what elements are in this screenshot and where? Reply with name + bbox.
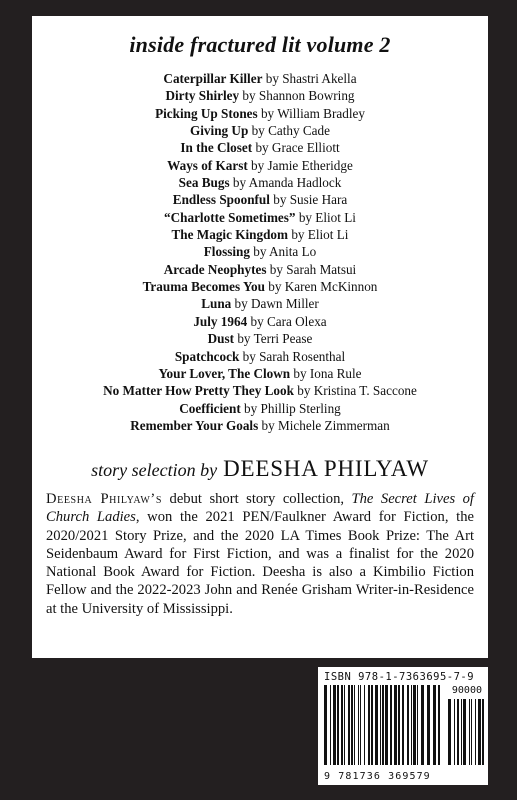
story-title: Sea Bugs [178,175,230,191]
story-selection-credit [32,456,488,482]
by-word: by [273,192,287,208]
story-title: Trauma Becomes You [142,279,265,295]
story-author: Susie Hara [289,192,348,208]
story-author: Kristina T. Saccone [313,383,417,399]
story-title: Arcade Neophytes [163,261,267,277]
story-title: Caterpillar Killer [163,71,263,86]
story-title: Luna [201,296,232,312]
barcode-digits: 9 781736 369579 [324,771,431,782]
barcode-bar [380,685,381,765]
by-word: by [253,244,267,260]
story-title: Picking Up Stones [155,105,258,121]
barcode-bar [457,699,459,765]
by-word: by [232,175,247,191]
story-author: Amanda Hadlock [248,175,342,191]
by-word: by [244,400,258,416]
toc-entry [32,122,488,139]
story-author: Sarah Rosenthal [259,348,346,364]
story-title: Spatchcock [174,348,240,364]
toc-entry [32,330,488,347]
story-author: Eliot Li [315,209,356,225]
bio-text-1: debut short story collection, [162,491,352,507]
story-title: Remember Your Goals [130,417,259,433]
selection-prefix: story selection by [91,460,218,480]
story-title: Giving Up [190,123,249,139]
barcode-bars [324,685,444,765]
story-author: Iona Rule [309,365,362,381]
barcode-bar [427,685,430,765]
barcode-bar [358,685,359,765]
by-word: by [297,383,311,399]
bio-name: Deesha Philyaw’s [46,491,163,507]
by-word: by [237,331,251,347]
barcode-bar [333,685,336,765]
story-title: The Magic Kingdom [171,227,289,243]
story-author: Anita Lo [268,244,317,260]
barcode-bar [364,685,365,765]
story-author: Eliot Li [307,227,349,243]
story-author: Cara Olexa [266,313,327,329]
toc-entry [32,348,488,365]
story-author: Karen McKinnon [284,279,378,295]
toc-entry [32,157,488,174]
story-author: Sarah Matsui [286,261,357,277]
by-word: by [242,348,256,364]
story-author: William Bradley [277,105,365,121]
toc-entry [32,87,488,104]
by-word: by [242,88,256,104]
barcode-bar [337,685,339,765]
bio-book-title: The Secret Lives of Church Ladies [46,491,474,526]
barcode-bar [375,685,378,765]
barcode-bar [351,685,353,765]
barcode-bar [475,699,476,765]
table-of-contents [32,70,488,434]
story-title: July 1964 [193,313,248,329]
by-word: by [251,123,265,139]
toc-entry [32,295,488,312]
toc-entry [32,243,488,260]
by-word: by [251,157,265,173]
barcode-bar [433,685,436,765]
price-barcode-bars [448,699,484,765]
by-word: by [291,227,305,243]
by-word: by [261,417,275,433]
by-word: by [269,261,283,277]
barcode-bar [454,699,455,765]
editor-name: DEESHA PHILYAW [223,456,429,481]
isbn-label: ISBN 978-1-7363695-7-9 [324,671,475,683]
barcode-bar [371,685,373,765]
story-author: Shastri Akella [282,71,357,86]
story-title: Ways of Karst [167,157,248,173]
barcode-bar [344,685,345,765]
story-title: No Matter How Pretty They Look [103,383,294,399]
toc-entry [32,174,488,191]
story-title: Flossing [203,244,250,260]
by-word: by [293,365,307,381]
toc-entry [32,191,488,208]
barcode-bar [469,699,470,765]
barcode-bar [330,685,331,765]
toc-entry [32,105,488,122]
barcode-bar [478,699,481,765]
barcode-bar [341,685,343,765]
barcode-bar [417,685,418,765]
story-title: Coefficient [179,400,241,416]
story-author: Terri Pease [253,331,313,347]
barcode-bar [354,685,355,765]
story-author: Jamie Etheridge [267,157,353,173]
barcode-bar [482,699,484,765]
by-word: by [298,209,312,225]
toc-entry [32,382,488,399]
barcode-bar [438,685,440,765]
toc-entry [32,139,488,156]
editor-bio [32,490,488,618]
toc-entry [32,365,488,382]
isbn-barcode-box [318,667,488,785]
barcode-bar [471,699,472,765]
toc-entry [32,209,488,226]
barcode-bar [398,685,400,765]
story-author: Cathy Cade [268,123,330,139]
barcode-bar [348,685,350,765]
barcode-bar [390,685,392,765]
barcode-bar [324,685,327,765]
barcode-bar [411,685,412,765]
barcode-bar [385,685,388,765]
by-word: by [260,105,275,121]
toc-entry [32,313,488,330]
barcode-bar [461,699,462,765]
barcode-bar [368,685,370,765]
back-cover-panel [32,16,488,658]
toc-entry [32,400,488,417]
barcode-bar [402,685,404,765]
barcode-bar [463,699,466,765]
by-word: by [250,313,264,329]
story-title: Your Lover, The Clown [158,365,291,381]
toc-entry [32,261,488,278]
story-title: Dust [207,331,235,347]
toc-entry [32,417,488,434]
story-author: Grace Elliott [271,140,340,156]
price-code: 90000 [451,685,482,696]
toc-entry [32,70,488,87]
story-author: Dawn Miller [251,296,319,312]
barcode-bar [421,685,424,765]
barcode-bar [360,685,361,765]
barcode-bar [448,699,451,765]
story-title: “Charlotte Sometimes” [164,209,296,225]
by-word: by [255,140,269,156]
by-word: by [268,279,282,295]
story-author: Shannon Bowring [258,88,355,104]
story-title: Endless Spoonful [172,192,270,208]
bio-text-2: , won the 2021 PEN/Faulkner Award for Fiction, the 2020/2021 Story Prize, and the 2020 LA Times Book Prize: The Art Seidenbaum Award for First Fiction, and was a finalist for the 2020 National Book Award for Fiction. Deesha is also a Kimbilio Fiction Fellow and the 2022-2023 John and Renée Grisham Writer-in-Residence at the University of Mississippi. [46,509,474,617]
by-word: by [234,296,248,312]
story-author: Phillip Sterling [260,400,341,416]
barcode-bar [394,685,397,765]
story-author: Michele Zimmerman [278,417,390,433]
toc-entry [32,278,488,295]
story-title: In the Closet [180,140,253,156]
barcode-bar [413,685,416,765]
story-title: Dirty Shirley [165,88,240,104]
toc-entry [32,226,488,243]
series-title: inside fractured lit volume 2 [129,32,391,57]
by-word: by [265,71,279,86]
barcode-bar [407,685,409,765]
barcode-bar [382,685,384,765]
